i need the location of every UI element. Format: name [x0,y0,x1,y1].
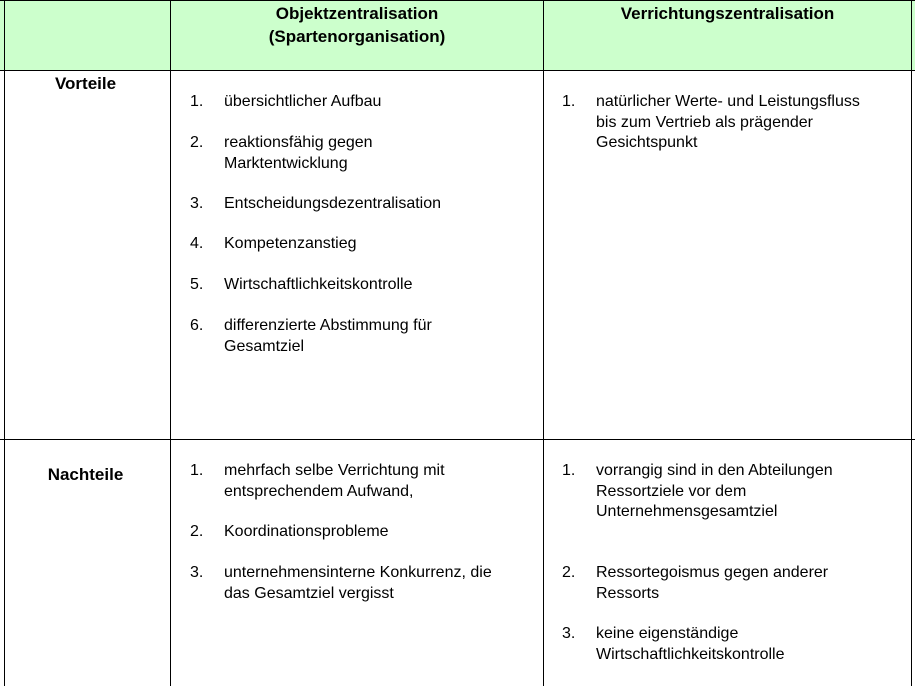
list-item-number: 3. [562,625,576,642]
list-item-text: Entscheidungsdezentralisation [224,195,442,212]
grid-line [4,0,5,686]
grid-line [911,0,912,686]
list-item-text: Ressorts [596,584,660,602]
list-item-number: 5. [190,276,204,293]
list-item-number: 2. [562,564,576,581]
header-cell-verrichtungszentralisation [544,0,911,70]
header-title: Verrichtungszentralisation [620,4,835,23]
list-item-text: unternehmensinterne Konkurrenz, die [224,564,492,581]
list-item-text: bis zum Vertrieb als prägender [596,113,813,131]
list-item [190,133,535,174]
list-item-number: 2. [190,134,204,151]
list-item-text: Wirtschaftlichkeitskontrolle [596,645,785,663]
list-item [190,92,535,113]
list-item [562,563,907,604]
list-item-text: Ressortegoismus gegen anderer [596,564,829,581]
list-item-text: Gesamtziel [224,337,305,355]
row-label-vorteile: Vorteile [54,74,117,93]
list-item [190,563,535,604]
list-item-text: differenzierte Abstimmung für [224,317,432,334]
header-title-line1: Objektzentralisation [275,4,439,23]
list-item-text: Koordinationsprobleme [224,523,389,540]
list-item-text: Ressortziele vor dem [596,482,747,500]
row-label-nachteile: Nachteile [47,465,124,484]
list-item-text: natürlicher Werte- und Leistungsfluss [596,93,860,110]
list-item-number: 2. [190,523,204,540]
list-item-number: 6. [190,317,204,334]
list-item [190,461,535,502]
list-item-text: Marktentwicklung [224,154,348,172]
list-item-text: das Gesamtziel vergisst [224,584,394,602]
nachteile-objekt-list [190,461,540,686]
grid-line [0,439,915,440]
list-item-number: 1. [562,462,576,479]
list-item [190,234,535,255]
list-item-text: entsprechendem Aufwand, [224,482,414,500]
vorteile-objekt-list [190,92,540,437]
list-item [190,522,535,543]
list-item-text: mehrfach selbe Verrichtung mit [224,462,445,479]
list-item-text: Unternehmensgesamtziel [596,503,778,520]
vorteile-verrichtung-list [562,92,910,437]
list-item-number: 4. [190,235,204,252]
list-item-text: übersichtlicher Aufbau [224,93,382,110]
list-item-number: 1. [562,93,576,110]
list-item-number: 3. [190,564,204,581]
list-item-number: 1. [190,462,204,479]
list-item-text: vorrangig sind in den Abteilungen [596,462,833,479]
list-item-text: keine eigenständige [596,625,739,642]
list-item [190,275,535,296]
list-item [562,92,907,154]
list-item-text: Wirtschaftlichkeitskontrolle [224,276,413,293]
list-item-number: 3. [190,195,204,212]
list-item [190,194,535,215]
grid-line [543,0,544,686]
list-item [190,316,535,357]
header-title-line2: (Spartenorganisation) [268,27,446,46]
list-item-number: 1. [190,93,204,110]
list-item-text: Gesichtspunkt [596,134,698,151]
list-item-text: Kompetenzanstieg [224,235,357,252]
nachteile-verrichtung-list [562,461,910,686]
header-cell-objektzentralisation [171,0,543,70]
list-item-text: reaktionsfähig gegen [224,134,373,151]
list-item [562,461,907,523]
grid-line [0,70,915,71]
list-item [562,624,907,665]
grid-line [170,0,171,686]
